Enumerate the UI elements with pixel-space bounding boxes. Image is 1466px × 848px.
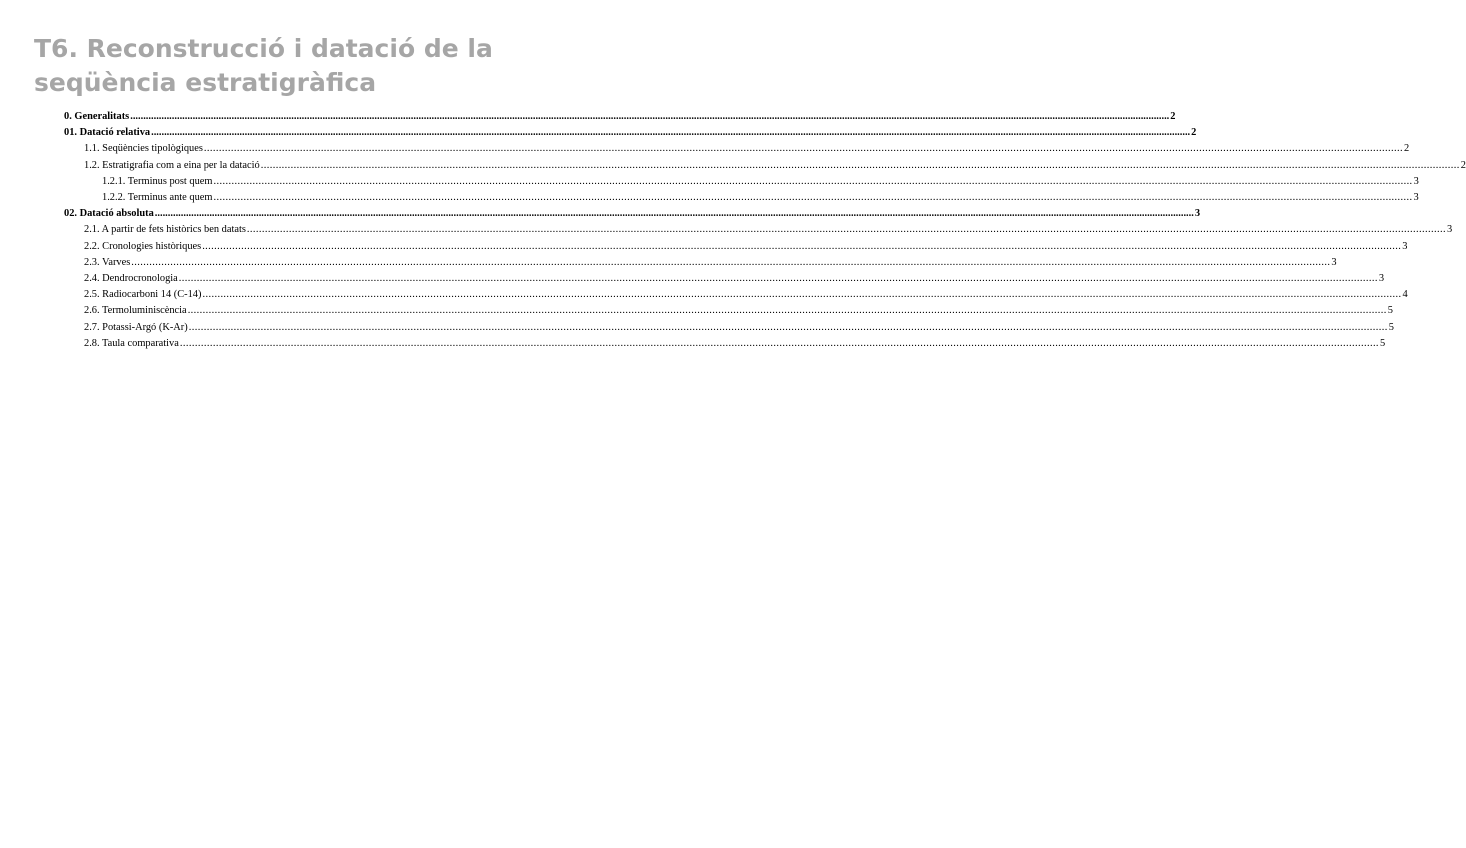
toc-entry-page-number: 5 xyxy=(1379,337,1386,349)
toc-entry-label: 1.1. Seqüències tipològiques xyxy=(84,143,203,155)
toc-dot-leader: ................................................................................................................................................................................................................................................................................................................................................................................................................ xyxy=(213,175,1413,187)
toc-dot-leader: ................................................................................................................................................................................................................................................................................................................................................................................................................ xyxy=(260,159,1460,171)
toc-entry[interactable] xyxy=(84,142,1410,155)
toc-entry[interactable] xyxy=(84,240,1408,253)
toc-entry-page-number: 3 xyxy=(1194,208,1201,220)
toc-dot-leader: ................................................................................................................................................................................................................................................................................................................................................................................................................ xyxy=(188,321,1388,333)
toc-entry-label: 2.8. Taula comparativa xyxy=(84,337,179,349)
toc-entry[interactable] xyxy=(64,207,1201,220)
toc-entry-page-number: 3 xyxy=(1402,240,1408,252)
toc-dot-leader: ................................................................................................................................................................................................................................................................................................................................................................................................................ xyxy=(151,127,1191,139)
toc-dot-leader: ................................................................................................................................................................................................................................................................................................................................................................................................................ xyxy=(154,208,1194,220)
toc-entry-label: 02. Datació absoluta xyxy=(64,208,154,220)
toc-entry-page-number: 2 xyxy=(1403,143,1410,155)
toc-entry-label: 2.2. Cronologies històriques xyxy=(84,240,202,252)
toc-entry-page-number: 3 xyxy=(1378,273,1385,284)
toc-entry[interactable] xyxy=(84,256,1337,269)
toc-entry[interactable] xyxy=(84,288,1408,301)
toc-entry-label: 1.2.2. Terminus ante quem xyxy=(102,192,213,203)
toc-entry[interactable] xyxy=(102,191,1419,204)
toc-entry[interactable] xyxy=(84,321,1394,334)
toc-entry[interactable] xyxy=(102,175,1419,188)
toc-entry-page-number: 2 xyxy=(1191,127,1197,139)
toc-entry[interactable] xyxy=(84,223,1453,236)
toc-entry-page-number: 5 xyxy=(1388,321,1394,333)
toc-entry[interactable] xyxy=(84,159,1466,172)
toc-entry-label: 2.1. A partir de fets històrics ben datats xyxy=(84,224,246,236)
toc-entry-label: 2.7. Potassi-Argó (K-Ar) xyxy=(84,321,188,333)
toc-entry-label: 2.6. Termoluminiscència xyxy=(84,305,187,317)
toc-entry-page-number: 2 xyxy=(1170,111,1176,122)
toc-entry-label: 01. Datació relativa xyxy=(64,127,151,139)
toc-dot-leader: ................................................................................................................................................................................................................................................................................................................................................................................................................ xyxy=(131,256,1331,268)
toc-dot-leader: ................................................................................................................................................................................................................................................................................................................................................................................................................ xyxy=(246,224,1446,236)
toc-entry[interactable] xyxy=(64,110,1176,123)
toc-entry-page-number: 3 xyxy=(1413,175,1419,187)
toc-entry-label: 0. Generalitats xyxy=(64,111,130,122)
toc-entry-label: 1.2. Estratigrafia com a eina per la datació xyxy=(84,159,260,171)
toc-dot-leader: ................................................................................................................................................................................................................................................................................................................................................................................................................ xyxy=(179,337,1379,349)
toc-dot-leader: ................................................................................................................................................................................................................................................................................................................................................................................................................ xyxy=(178,273,1378,284)
toc-entry-page-number: 3 xyxy=(1413,192,1419,203)
toc-entry-page-number: 3 xyxy=(1331,256,1337,268)
toc-entry-page-number: 2 xyxy=(1460,159,1466,171)
toc-entry-label: 1.2.1. Terminus post quem xyxy=(102,175,213,187)
toc-entry-page-number: 4 xyxy=(1402,289,1408,301)
toc-entry-label: 2.5. Radiocarboni 14 (C-14) xyxy=(84,289,202,301)
toc-dot-leader: ................................................................................................................................................................................................................................................................................................................................................................................................................ xyxy=(203,143,1403,155)
toc-dot-leader: ................................................................................................................................................................................................................................................................................................................................................................................................................ xyxy=(130,111,1170,122)
toc-dot-leader: ................................................................................................................................................................................................................................................................................................................................................................................................................ xyxy=(202,289,1402,301)
toc-entry-page-number: 5 xyxy=(1387,305,1393,317)
toc-entry[interactable] xyxy=(84,272,1385,285)
toc-dot-leader: ................................................................................................................................................................................................................................................................................................................................................................................................................ xyxy=(213,192,1413,203)
toc-entry[interactable] xyxy=(64,126,1197,139)
page-title: T6. Reconstrucció i datació de la seqüència estratigràfica xyxy=(34,34,493,97)
toc-entry[interactable] xyxy=(84,304,1393,317)
toc-dot-leader: ................................................................................................................................................................................................................................................................................................................................................................................................................ xyxy=(187,305,1387,317)
toc-entry-label: 2.4. Dendrocronologia xyxy=(84,273,178,284)
toc-dot-leader: ................................................................................................................................................................................................................................................................................................................................................................................................................ xyxy=(202,240,1402,252)
toc-entry-page-number: 3 xyxy=(1446,224,1453,236)
toc-entry[interactable] xyxy=(84,337,1386,350)
toc-entry-label: 2.3. Varves xyxy=(84,256,131,268)
